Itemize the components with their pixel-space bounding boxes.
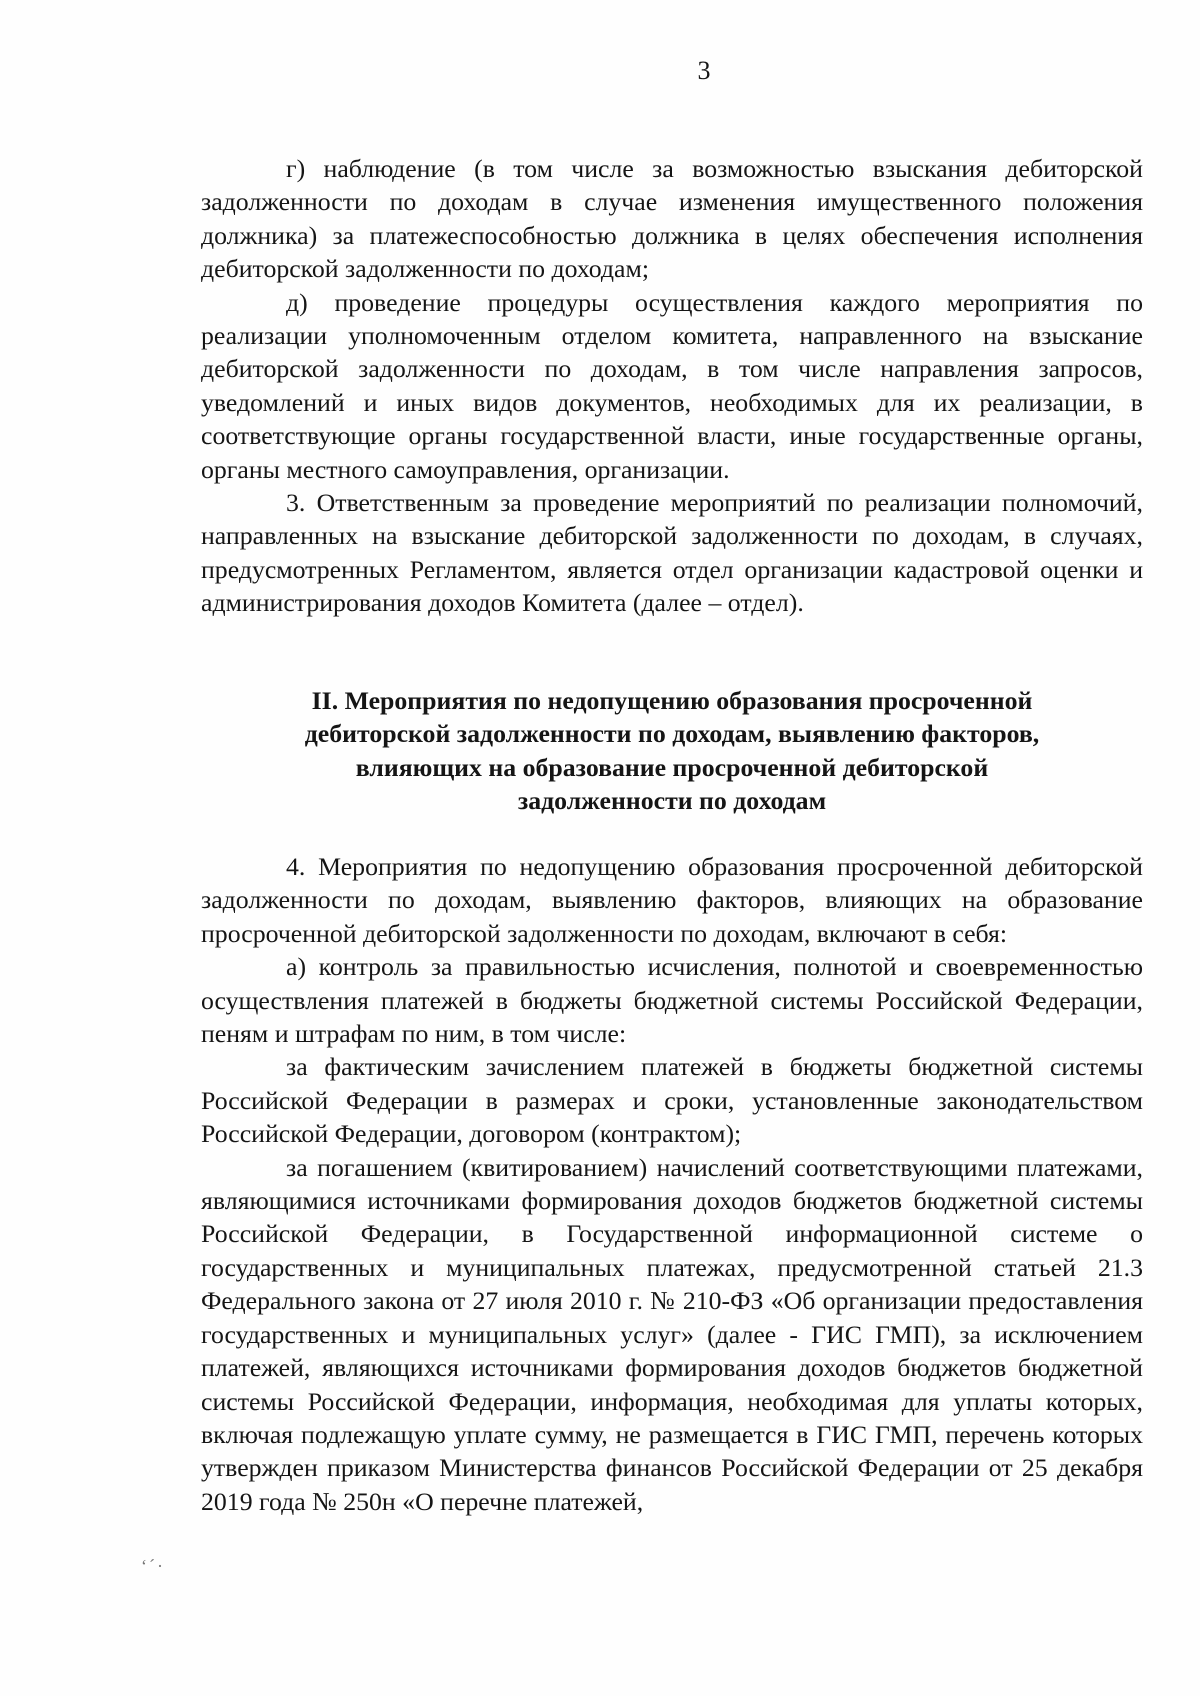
paragraph-subitem-d: д) проведение процедуры осуществления каждого мероприятия по реализации уполномоченным отделом комитета, направленного на взыскание дебиторской задолженности по доходам, в том числе направления запросов, уведомлений и иных видов документов, необходимых для их реализации, в соответствующие органы государственной власти, иные государственные органы, органы местного самоуправления, организации.: [201, 287, 1143, 484]
scan-margin-mark: ‘ˊ·: [141, 1556, 165, 1576]
top-text-block: [201, 152, 1143, 620]
section-heading-line: дебиторской задолженности по доходам, выявлению факторов,: [304, 719, 1040, 749]
bottom-text-block: [201, 850, 1143, 1518]
section-heading-line: влияющих на образование просроченной дебиторской: [355, 752, 989, 782]
paragraph-item-3: 3. Ответственным за проведение мероприятий по реализации полномочий, направленных на взыскание дебиторской задолженности по доходам, в случаях, предусмотренных Регламентом, является отдел организации кадастровой оценки и администрирования доходов Комитета (далее – отдел).: [201, 488, 1143, 618]
section-heading: [201, 684, 1143, 818]
paragraph-subitem-g: г) наблюдение (в том числе за возможностью взыскания дебиторской задолженности по доходам в случае изменения имущественного положения должника) за платежеспособностью должника в целях обеспечения исполнения дебиторской задолженности по доходам;: [201, 154, 1143, 284]
paragraph-control-repayment: за погашением (квитированием) начислений соответствующими платежами, являющимися источниками формирования доходов бюджетов бюджетной системы Российской Федерации, в Государственной информационной системе о государственных и муниципальных платежах, предусмотренной статьей 21.3 Федерального закона от 27 июля 2010 г. № 210-ФЗ «Об организации предоставления государственных и муниципальных услуг» (далее - ГИС ГМП), за исключением платежей, являющихся источниками формирования доходов бюджетов бюджетной системы Российской Федерации, информация, необходимая для уплаты которых, включая подлежащую уплате сумму, не размещается в ГИС ГМП, перечень которых утвержден приказом Министерства финансов Российской Федерации от 25 декабря 2019 года № 250н «О перечне платежей,: [201, 1152, 1143, 1516]
paragraph-item-4: 4. Мероприятия по недопущению образования просроченной дебиторской задолженности по доходам, выявлению факторов, влияющих на образование просроченной дебиторской задолженности по доходам, включают в себя:: [201, 852, 1143, 948]
paragraph-subitem-a: а) контроль за правильностью исчисления, полнотой и своевременностью осуществления платежей в бюджеты бюджетной системы Российской Федерации, пеням и штрафам по ним, в том числе:: [201, 952, 1143, 1049]
section-heading-line: задолженности по доходам: [517, 786, 827, 816]
section-heading-line: II. Мероприятия по недопущению образования просроченной: [311, 686, 1033, 715]
page-number: 3: [697, 56, 711, 85]
paragraph-control-actual-crediting: за фактическим зачислением платежей в бюджеты бюджетной системы Российской Федерации в размерах и сроки, установленные законодательством Российской Федерации, договором (контрактом);: [201, 1052, 1143, 1149]
